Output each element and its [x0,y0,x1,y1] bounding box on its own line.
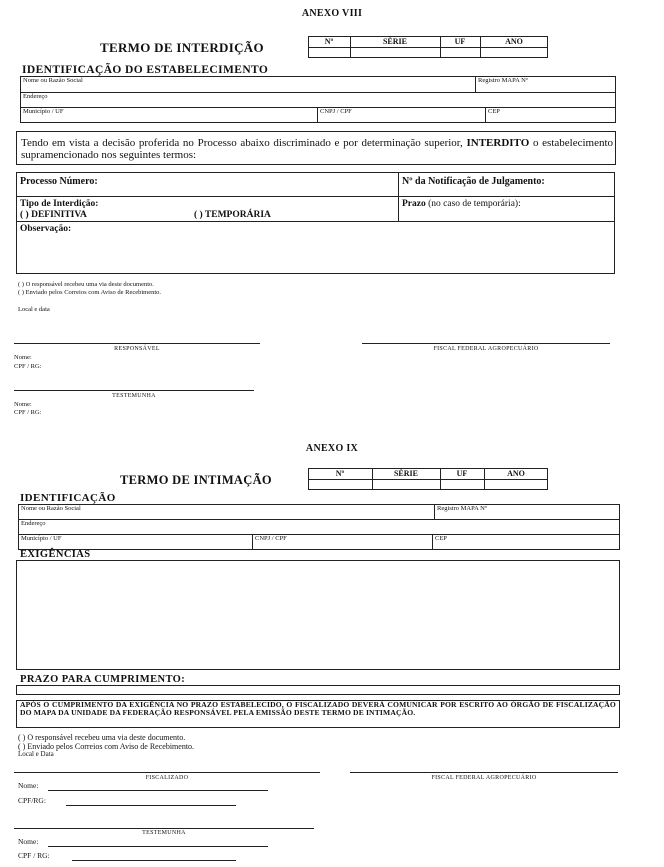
annex8-heading: ANEXO VIII [301,8,363,19]
deadline-title: PRAZO PARA CUMPRIMENTO: [20,674,186,685]
responsible-signature-line [14,343,260,344]
inspected-cpf-label: CPF/RG: [18,796,46,805]
responsible-name-label: Nome: [14,354,32,361]
code-header-number: Nº [335,469,345,478]
field-registry-label: Registro MAPA Nº [437,505,487,512]
witness-name-label: Nome: [18,837,39,846]
inspected-name-label: Nome: [18,781,39,790]
observation-label: Observação: [20,224,72,234]
responsible-label: RESPONSÁVEL [114,346,160,352]
witness-cpf-line[interactable] [72,860,236,861]
annex9-title: TERMO DE INTIMAÇÃO [120,473,272,487]
code-header-year: ANO [505,37,523,46]
witness-signature-line [14,828,314,829]
witness-label: TESTEMUNHA [112,393,156,399]
temporary-option[interactable]: ( ) TEMPORÁRIA [194,210,271,220]
field-name-label: Nome ou Razão Social [23,77,83,84]
annex8-section-title: IDENTIFICAÇÃO DO ESTABELECIMENTO [22,64,269,76]
field-city-label: Município / UF [23,108,64,115]
annex9-heading: ANEXO IX [305,443,359,454]
field-registry-label: Registro MAPA Nº [478,77,528,84]
compliance-notice: APÓS O CUMPRIMENTO DA EXIGÊNCIA NO PRAZO ESTABELECIDO, O FISCALIZADO DEVERÁ COMUNICAR POR ESCRITO AO ÓRGÃO DE FISCALIZAÇÃO DO MAPA DA UNIDADE DA FEDERAÇÃO RESPONSÁVEL PELA EMISSÃO DESTE TERMO DE INTIMAÇÃO. [20,700,616,718]
notification-number-label: Nº da Notificação de Julgamento: [402,176,545,187]
field-cep-label: CEP [435,535,447,542]
field-city-label: Município / UF [21,535,62,542]
field-name-label: Nome ou Razão Social [21,505,81,512]
witness-name-label: Nome: [14,401,32,408]
interdiction-type-label: Tipo de Interdição: [20,199,99,209]
place-date-label: Local e Data [18,750,54,758]
deadline-label: Prazo (no caso de temporária): [402,199,521,209]
witness-signature-line [14,390,254,391]
inspector-signature-line [350,772,618,773]
mailed-line[interactable]: ( ) Enviado pelos Correios com Aviso de Recebimento. [18,742,195,751]
requirements-title: EXIGÊNCIAS [20,549,91,560]
code-header-number: Nº [324,37,334,46]
witness-cpf-label: CPF / RG: [14,409,42,416]
inspector-label: FISCAL FEDERAL AGROPECUÁRIO [431,775,537,781]
place-date-label: Local e data [18,306,50,313]
field-cep-label: CEP [488,108,500,115]
field-address-label: Endereço [21,520,46,527]
definitive-option[interactable]: ( ) DEFINITIVA [20,210,87,220]
inspector-label: FISCAL FEDERAL AGROPECUÁRIO [433,346,539,352]
mailed-line[interactable]: ( ) Enviado pelos Correios com Aviso de Recebimento. [18,289,162,296]
annex9-section-title: IDENTIFICAÇÃO [20,492,116,504]
annex8-process-table [16,172,615,274]
code-header-uf: UF [456,469,468,478]
annex9-identification-table [18,504,620,550]
inspected-name-line[interactable] [48,790,268,791]
code-header-series: SÉRIE [382,37,407,46]
responsible-cpf-label: CPF / RG: [14,363,42,370]
field-address-label: Endereço [23,93,48,100]
witness-name-line[interactable] [48,846,268,847]
field-cnpj-label: CNPJ / CPF [255,535,287,542]
inspected-cpf-line[interactable] [66,805,236,806]
received-copy-line[interactable]: ( ) O responsável recebeu uma via deste documento. [18,281,154,288]
inspected-label: FISCALIZADO [145,775,189,781]
received-copy-line[interactable]: ( ) O responsável recebeu uma via deste documento. [18,733,186,742]
process-number-label: Processo Número: [20,176,98,187]
annex8-title: TERMO DE INTERDIÇÃO [100,40,264,55]
inspected-signature-line [14,772,320,773]
inspector-signature-line [362,343,610,344]
requirements-box[interactable] [16,560,620,670]
deadline-box[interactable] [16,685,620,695]
witness-cpf-label: CPF / RG: [18,851,50,860]
witness-label: TESTEMUNHA [142,830,186,836]
field-cnpj-label: CNPJ / CPF [320,108,352,115]
code-header-series: SÉRIE [393,469,418,478]
code-header-uf: UF [454,37,466,46]
code-header-year: ANO [507,469,525,478]
annex8-statement: Tendo em vista a decisão proferida no Processo abaixo discriminado e por determinação superior, INTERDITO o estabelecimento supramencionado nos seguintes termos: [21,137,614,161]
interdicted-word: INTERDITO [466,137,530,149]
